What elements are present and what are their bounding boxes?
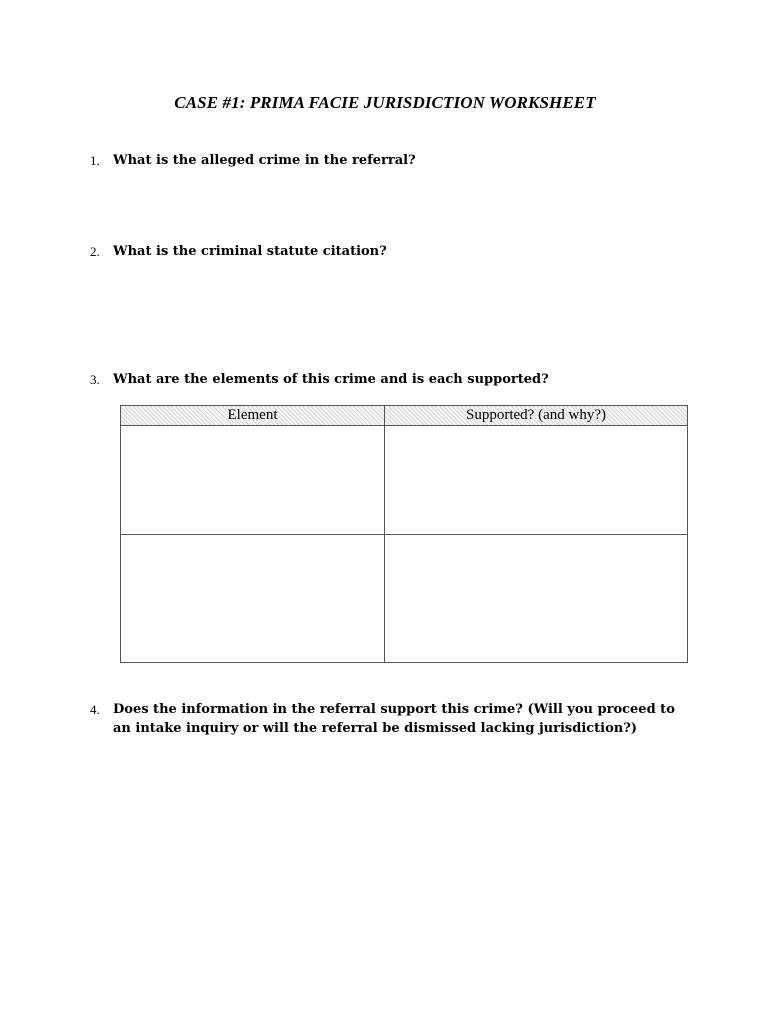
worksheet-title: CASE #1: PRIMA FACIE JURISDICTION WORKSHEET	[174, 93, 596, 112]
question-3	[90, 370, 680, 389]
question-number: 1.	[90, 153, 100, 168]
supported-column-header: Supported? (and why?)	[385, 406, 688, 426]
question-1	[90, 151, 680, 170]
element-column-header: Element	[121, 406, 385, 426]
question-number: 2.	[90, 244, 100, 259]
question-text: What is the alleged crime in the referral?	[113, 153, 416, 168]
table-row	[121, 426, 688, 535]
question-number: 4.	[90, 702, 100, 717]
question-text: What are the elements of this crime and is each supported?	[113, 372, 549, 387]
question-4	[90, 700, 680, 738]
table-row	[121, 535, 688, 663]
question-number: 3.	[90, 372, 100, 387]
supported-cell[interactable]	[385, 535, 688, 663]
element-cell[interactable]	[121, 426, 385, 535]
question-2	[90, 242, 680, 261]
supported-cell[interactable]	[385, 426, 688, 535]
table-header-row	[121, 406, 688, 426]
element-cell[interactable]	[121, 535, 385, 663]
question-text: What is the criminal statute citation?	[113, 244, 387, 259]
elements-table	[120, 405, 688, 663]
question-text: Does the information in the referral support this crime? (Will you proceed to an intake inquiry or will the referral be dismissed lacking jurisdiction?)	[113, 702, 675, 736]
